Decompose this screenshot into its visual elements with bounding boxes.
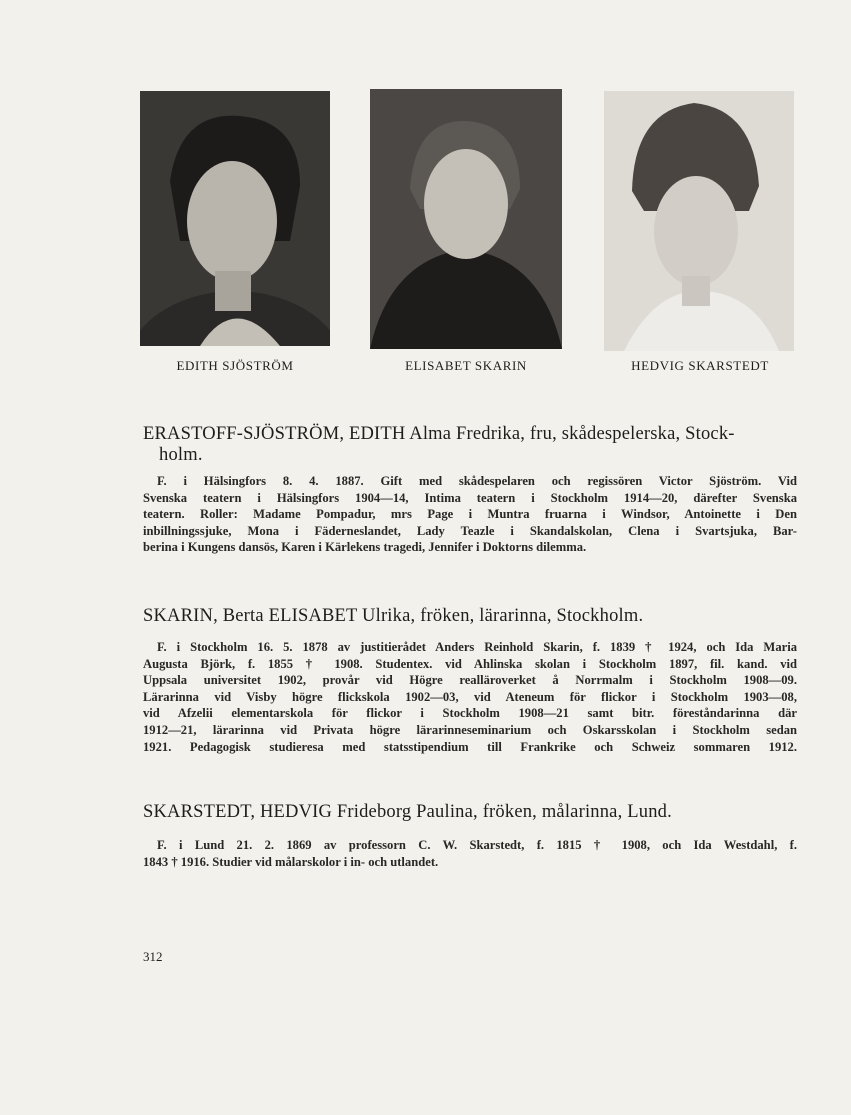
body-line: Uppsala universitet 1902, provår vid Högre realläroverket å Norrmalm i Stockholm 1908—09. xyxy=(143,673,797,688)
portrait-image xyxy=(604,91,794,351)
entry-heading-line: SKARIN, Berta ELISABET Ulrika, fröken, lärarinna, Stockholm. xyxy=(143,606,644,626)
entry-heading-line: SKARSTEDT, HEDVIG Frideborg Paulina, fröken, målarinna, Lund. xyxy=(143,802,672,822)
body-line: teatern. Roller: Madame Pompadur, mrs Page i Muntra fruarna i Windsor, Antoinette i Den xyxy=(143,507,797,522)
entry-heading xyxy=(143,424,797,466)
page-number: 312 xyxy=(143,949,163,964)
portrait-photo-hedvig-skarstedt xyxy=(604,91,794,351)
portrait-caption: EDITH SJÖSTRÖM xyxy=(176,358,294,373)
body-line: Lärarinna vid Visby högre flickskola 1902—03, vid Ateneum för flickor i Stockholm 1903—08, xyxy=(143,689,797,704)
body-line: Svenska teatern i Hälsingfors 1904—14, Intima teatern i Stockholm 1914—20, därefter Svenska xyxy=(143,490,797,505)
body-line: vid Afzelii elementarskola för flickor i Stockholm 1908—21 samt bitr. föreståndarinna där xyxy=(143,706,797,721)
body-line: F. i Hälsingfors 8. 4. 1887. Gift med skådespelaren och regissören Victor Sjöström. Vid xyxy=(157,474,797,488)
body-line: F. i Lund 21. 2. 1869 av professorn C. W. Skarstedt, f. 1815 † 1908, och Ida Westdahl, f. xyxy=(157,838,797,852)
portrait-caption: ELISABET SKARIN xyxy=(405,358,527,373)
entry-heading-line: ERASTOFF-SJÖSTRÖM, EDITH Alma Fredrika, fru, skådespelerska, Stock- xyxy=(143,424,735,444)
entry-body xyxy=(143,473,797,556)
entry-heading-line: holm. xyxy=(159,445,203,465)
body-line: 1912—21, lärarinna vid Privata högre lärarinneseminarium och Oskarsskolan i Stockholm sedan xyxy=(143,722,797,737)
entry-heading xyxy=(143,606,797,627)
portrait-photo-edith-sjostrom xyxy=(140,91,330,346)
body-line: 1843 † 1916. Studier vid målarskolor i in- och utlandet. xyxy=(143,854,439,869)
portrait-image xyxy=(140,91,330,346)
body-line: Augusta Björk, f. 1855 † 1908. Studentex. vid Ahlinska skolan i Stockholm 1897, fil. kand. vid xyxy=(143,656,797,671)
entry-body xyxy=(143,639,797,755)
portrait-caption: HEDVIG SKARSTEDT xyxy=(631,358,769,373)
entry-body xyxy=(143,837,797,870)
portrait-image xyxy=(370,89,562,349)
body-line: inbillningssjuke, Mona i Fäderneslandet, Lady Teazle i Skandalskolan, Clena i Svartsjuka, Bar- xyxy=(143,523,797,538)
body-line: F. i Stockholm 16. 5. 1878 av justitierådet Anders Reinhold Skarin, f. 1839 † 1924, och Ida Maria xyxy=(157,640,797,654)
body-line: berina i Kungens dansös, Karen i Kärlekens tragedi, Jennifer i Doktorns dilemma. xyxy=(143,540,587,555)
portrait-photo-elisabet-skarin xyxy=(370,89,562,349)
entry-heading xyxy=(143,802,797,823)
body-line: 1921. Pedagogisk studieresa med statsstipendium till Frankrike och Schweiz sommaren 1912. xyxy=(143,739,797,754)
